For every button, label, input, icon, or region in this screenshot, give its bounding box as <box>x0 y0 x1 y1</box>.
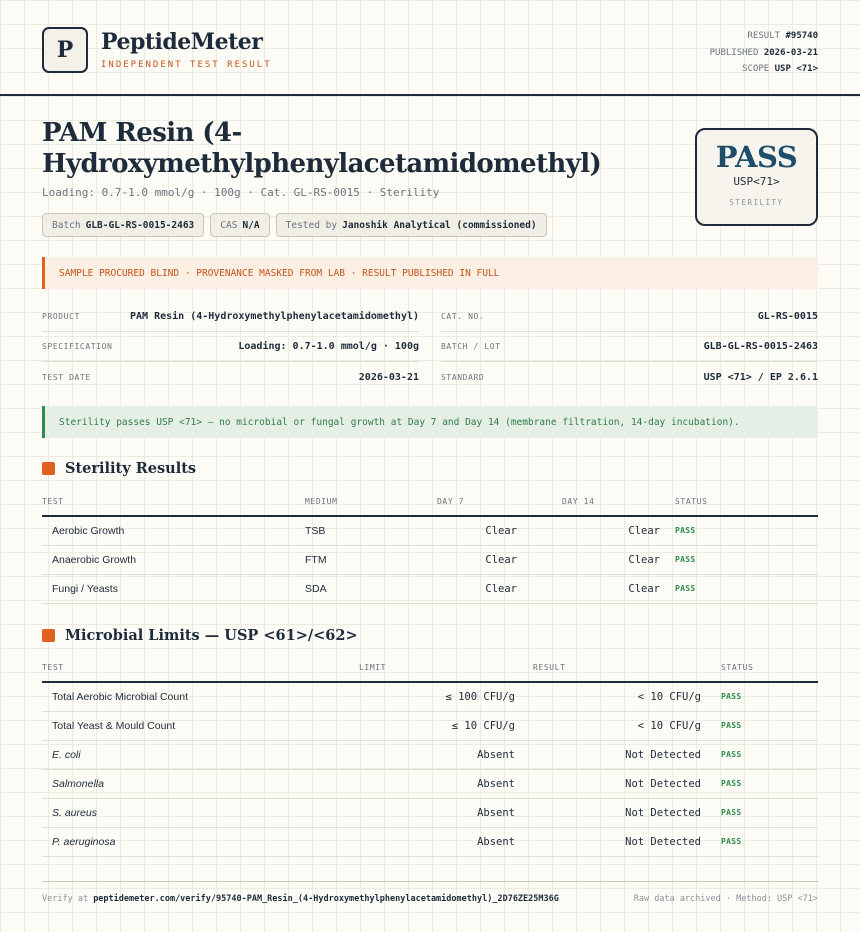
limit: ≤ 10 CFU/g <box>359 711 515 740</box>
product-subtitle: Loading: 0.7-1.0 mmol/g · 100g · Cat. GL-RS-0015 · Sterility <box>42 186 440 199</box>
chip-label: CAS <box>220 219 238 231</box>
info-value: PAM Resin (4-Hydroxymethylphenylacetamidomethyl) <box>130 311 419 322</box>
status-badge: PASS <box>660 545 818 574</box>
info-label: TEST DATE <box>42 372 91 382</box>
info-value: GLB-GL-RS-0015-2463 <box>703 341 818 352</box>
provenance-banner: SAMPLE PROCURED BLIND · PROVENANCE MASKED FROM LAB · RESULT PUBLISHED IN FULL <box>42 257 818 289</box>
scope-label: SCOPE <box>742 64 770 74</box>
medium: FTM <box>305 545 437 574</box>
pass-stamp <box>695 128 818 226</box>
test-name: Salmonella <box>42 769 359 798</box>
limit: Absent <box>359 827 515 856</box>
chip-row <box>42 213 547 237</box>
col-day7: DAY 7 <box>437 488 517 516</box>
status-badge: PASS <box>660 516 818 545</box>
published-label: PUBLISHED <box>709 47 759 58</box>
col-status: STATUS <box>660 488 818 516</box>
table-row <box>42 711 818 740</box>
test-name: S. aureus <box>42 798 359 827</box>
verify-prefix: Verify at <box>42 894 89 904</box>
table-row <box>42 545 818 574</box>
test-name: Total Yeast & Mould Count <box>42 711 359 740</box>
info-label: CAT. NO. <box>441 312 485 321</box>
col-limit: LIMIT <box>359 654 515 682</box>
table-row <box>42 682 818 711</box>
tested-by-chip <box>276 213 547 237</box>
table-row <box>42 769 818 798</box>
result-label: RESULT <box>747 31 781 41</box>
status-badge: PASS <box>660 574 818 603</box>
report-header <box>0 0 860 96</box>
summary-note: Sterility passes USP <71> — no microbial or fungal growth at Day 7 and Day 14 (membrane filtration, 14-day incubation). <box>42 406 818 438</box>
status-badge: PASS <box>701 798 818 827</box>
info-value: GL-RS-0015 <box>757 311 818 322</box>
chip-label: Tested by <box>285 219 338 231</box>
section-marker <box>42 629 55 642</box>
result-number: #95740 <box>785 31 818 41</box>
info-label: PRODUCT <box>42 312 80 321</box>
cas-chip <box>210 213 269 237</box>
info-row-test-date <box>42 362 419 392</box>
batch-chip <box>42 213 204 237</box>
result: Not Detected <box>515 798 701 827</box>
chip-value: Janoshik Analytical (commissioned) <box>342 219 537 231</box>
microbial-section-header <box>42 627 358 644</box>
info-row-batch <box>441 332 818 362</box>
limit: Absent <box>359 798 515 827</box>
sterility-section-header <box>42 460 196 477</box>
col-test: TEST <box>42 654 359 682</box>
chip-label: Batch <box>52 219 81 231</box>
status-badge: PASS <box>701 740 818 769</box>
col-medium: MEDIUM <box>305 488 437 516</box>
info-grid-left <box>42 302 419 392</box>
info-row-standard <box>441 362 818 392</box>
day14-result: Clear <box>517 516 660 545</box>
table-header-row <box>42 654 818 682</box>
microbial-table <box>42 654 818 857</box>
test-name: Aerobic Growth <box>42 516 305 545</box>
day14-result: Clear <box>517 574 660 603</box>
verify-line <box>42 894 559 904</box>
result: < 10 CFU/g <box>515 711 701 740</box>
day7-result: Clear <box>437 516 517 545</box>
status-badge: PASS <box>701 682 818 711</box>
result: Not Detected <box>515 740 701 769</box>
test-name: Total Aerobic Microbial Count <box>42 682 359 711</box>
info-value: 2026-03-21 <box>358 371 419 383</box>
test-name: Anaerobic Growth <box>42 545 305 574</box>
day7-result: Clear <box>437 574 517 603</box>
footer-method: Raw data archived · Method: USP <71> <box>633 894 818 904</box>
info-label: STANDARD <box>441 372 485 382</box>
table-row <box>42 798 818 827</box>
section-marker <box>42 462 55 475</box>
product-title: PAM Resin (4-Hydroxymethylphenylacetamidomethyl) <box>42 118 602 179</box>
col-result: RESULT <box>515 654 701 682</box>
stamp-scope: STERILITY <box>729 198 784 207</box>
col-status: STATUS <box>701 654 818 682</box>
result: < 10 CFU/g <box>515 682 701 711</box>
info-row-cat-no <box>441 302 818 332</box>
limit: ≤ 100 CFU/g <box>359 682 515 711</box>
col-test: TEST <box>42 488 305 516</box>
medium: TSB <box>305 516 437 545</box>
table-row <box>42 740 818 769</box>
verify-link[interactable]: peptidemeter.com/verify/95740-PAM_Resin_(4-Hydroxymethylphenylacetamidomethyl)_2D76ZE25M36G <box>93 894 559 904</box>
table-row <box>42 827 818 856</box>
status-badge: PASS <box>701 711 818 740</box>
info-grid-right <box>441 302 818 392</box>
scope-value: USP <71> <box>774 64 818 74</box>
brand-tagline: INDEPENDENT TEST RESULT <box>101 60 272 70</box>
microbial-section-title: Microbial Limits — USP <61>/<62> <box>65 627 358 644</box>
result: Not Detected <box>515 769 701 798</box>
medium: SDA <box>305 574 437 603</box>
info-label: SPECIFICATION <box>42 342 113 351</box>
sterility-section-title: Sterility Results <box>65 460 197 477</box>
result: Not Detected <box>515 827 701 856</box>
info-value: USP <71> / EP 2.6.1 <box>703 371 818 383</box>
chip-value: N/A <box>242 219 260 231</box>
status-badge: PASS <box>701 827 818 856</box>
table-row <box>42 574 818 603</box>
brand-name: PeptideMeter <box>101 29 263 55</box>
test-name: E. coli <box>42 740 359 769</box>
test-name: P. aeruginosa <box>42 827 359 856</box>
chip-value: GLB-GL-RS-0015-2463 <box>85 219 195 231</box>
stamp-verdict: PASS <box>715 140 798 174</box>
info-row-product <box>42 302 419 332</box>
brand-logo[interactable]: P <box>42 27 88 73</box>
day14-result: Clear <box>517 545 660 574</box>
day7-result: Clear <box>437 545 517 574</box>
report-footer <box>42 881 818 904</box>
info-label: BATCH / LOT <box>441 342 501 351</box>
table-header-row <box>42 488 818 516</box>
info-row-specification <box>42 332 419 362</box>
info-value: Loading: 0.7-1.0 mmol/g · 100g <box>238 341 419 352</box>
stamp-standard: USP<71> <box>733 175 780 188</box>
table-row <box>42 516 818 545</box>
limit: Absent <box>359 769 515 798</box>
test-name: Fungi / Yeasts <box>42 574 305 603</box>
status-badge: PASS <box>701 769 818 798</box>
result-meta <box>710 28 818 78</box>
sterility-table <box>42 488 818 604</box>
published-date: 2026-03-21 <box>763 47 818 58</box>
col-day14: DAY 14 <box>517 488 660 516</box>
limit: Absent <box>359 740 515 769</box>
